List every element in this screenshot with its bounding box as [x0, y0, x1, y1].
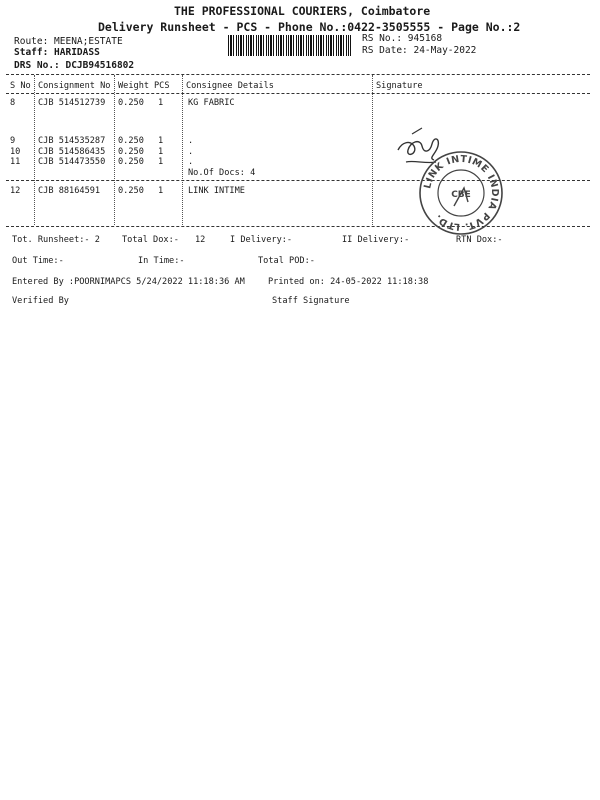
route-label: Route: MEENA;ESTATE: [14, 36, 123, 47]
total-dox-label: Total Dox:-: [122, 235, 179, 245]
row-sno: 9: [10, 136, 16, 146]
row-details: .: [188, 157, 194, 167]
column-separator: [182, 75, 183, 225]
in-time: In Time:-: [138, 256, 185, 266]
divider: [6, 93, 590, 94]
col-weight: Weight: [118, 81, 150, 91]
i-delivery: I Delivery:-: [230, 235, 293, 245]
rtn-dox: RTN Dox:-: [456, 235, 503, 245]
row-weight: 0.250: [118, 147, 144, 157]
col-consignee: Consignee Details: [186, 81, 274, 91]
row-pcs: 1: [158, 98, 164, 108]
col-pcs: PCS: [154, 81, 170, 91]
row-consignment: CJB 88164591: [38, 186, 101, 196]
row-weight: 0.250: [118, 136, 144, 146]
column-separator: [372, 75, 373, 225]
row-weight: 0.250: [118, 157, 144, 167]
rs-number: RS No.: 945168: [362, 33, 443, 44]
row-details: .: [188, 147, 194, 157]
staff-signature: Staff Signature: [272, 296, 350, 306]
rs-date: RS Date: 24-May-2022: [362, 45, 477, 56]
stamp-center-text: CBE: [451, 190, 471, 200]
tot-runsheet: Tot. Runsheet:- 2: [12, 235, 100, 245]
row-weight: 0.250: [118, 98, 144, 108]
row-sno: 12: [10, 186, 21, 196]
entered-by: Entered By :POORNIMAPCS 5/24/2022 11:18:36 AM: [12, 277, 245, 287]
row-pcs: 1: [158, 186, 164, 196]
stamp-outer-text: LINK INTIME INDIA PVT. LTD.: [422, 153, 501, 233]
ii-delivery: II Delivery:-: [342, 235, 410, 245]
barcode: [228, 35, 351, 56]
total-pod: Total POD:-: [258, 256, 315, 266]
row-details: .: [188, 136, 194, 146]
col-sno: S No: [10, 81, 31, 91]
row-details: LINK INTIME: [188, 186, 245, 196]
row-pcs: 1: [158, 157, 164, 167]
column-separator: [114, 75, 115, 225]
verified-by: Verified By: [12, 296, 69, 306]
row-sno: 8: [10, 98, 16, 108]
divider: [6, 74, 590, 75]
row-consignment: CJB 514535287: [38, 136, 106, 146]
col-signature: Signature: [376, 81, 423, 91]
runsheet-subtitle: Delivery Runsheet - PCS - Phone No.:0422-3505555 - Page No.:2: [98, 20, 521, 34]
no-of-docs: No.Of Docs: 4: [188, 168, 256, 178]
row-consignment: CJB 514473550: [38, 157, 106, 167]
row-pcs: 1: [158, 136, 164, 146]
drs-number: DRS No.: DCJB94516802: [14, 60, 135, 71]
company-title: THE PROFESSIONAL COURIERS, Coimbatore: [174, 4, 431, 18]
row-consignment: CJB 514512739: [38, 98, 106, 108]
row-consignment: CJB 514586435: [38, 147, 106, 157]
row-details: KG FABRIC: [188, 98, 235, 108]
total-dox-value: 12: [195, 235, 206, 245]
col-consignment: Consignment No: [38, 81, 111, 91]
column-separator: [34, 75, 35, 225]
row-sno: 10: [10, 147, 21, 157]
company-stamp: [418, 150, 504, 236]
printed-on: Printed on: 24-05-2022 11:18:38: [268, 277, 429, 287]
row-pcs: 1: [158, 147, 164, 157]
staff-label: Staff: HARIDASS: [14, 47, 100, 58]
out-time: Out Time:-: [12, 256, 64, 266]
row-weight: 0.250: [118, 186, 144, 196]
row-sno: 11: [10, 157, 21, 167]
